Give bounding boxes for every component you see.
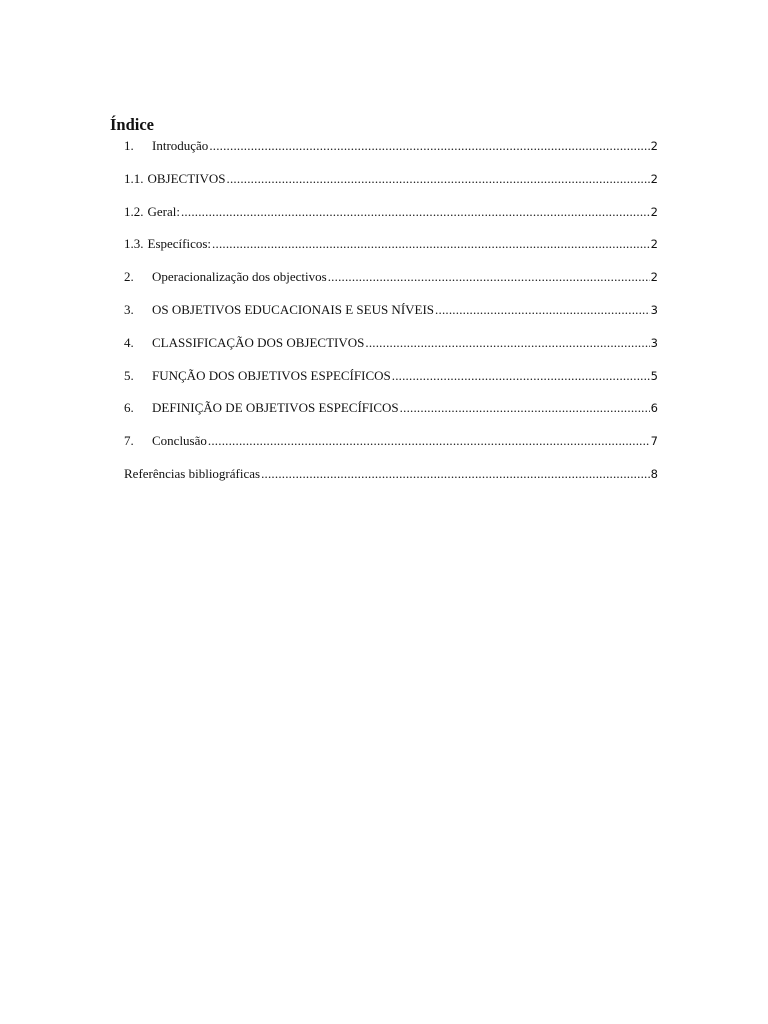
toc-dot-leader — [208, 433, 650, 449]
toc-entry-text: OBJECTIVOS — [147, 170, 226, 186]
toc-entry-number: 3. — [124, 301, 134, 317]
toc-entry[interactable] — [124, 269, 658, 302]
toc-entry-text: FUNÇÃO DOS OBJETIVOS ESPECÍFICOS — [152, 367, 391, 383]
toc-entry[interactable] — [124, 335, 658, 368]
toc-entry-number: 1.1. — [124, 170, 144, 186]
table-of-contents — [124, 138, 658, 499]
toc-dot-leader — [209, 138, 649, 154]
toc-entry-page: 2 — [650, 237, 658, 252]
toc-entry-text: Referências bibliográficas — [124, 465, 261, 481]
toc-entry-number: 1.2. — [124, 203, 144, 219]
toc-entry[interactable] — [124, 302, 658, 335]
toc-entry-page: 2 — [650, 171, 658, 186]
toc-dot-leader — [392, 368, 650, 384]
toc-entry-number: 1. — [124, 138, 134, 153]
toc-entry[interactable] — [124, 236, 658, 269]
toc-entry-page: 6 — [650, 401, 658, 416]
toc-entry[interactable] — [124, 368, 658, 401]
toc-entry-text: DEFINIÇÃO DE OBJETIVOS ESPECÍFICOS — [152, 400, 399, 416]
toc-entry-text: Específicos: — [147, 236, 212, 252]
toc-entry[interactable] — [124, 204, 658, 237]
toc-entry-number: 1.3. — [124, 236, 144, 252]
toc-entry-page: 5 — [650, 368, 658, 383]
toc-entry-page: 7 — [650, 434, 658, 449]
toc-entry-text: CLASSIFICAÇÃO DOS OBJECTIVOS — [152, 334, 365, 350]
toc-dot-leader — [212, 236, 650, 252]
toc-entry[interactable] — [124, 171, 658, 204]
toc-dot-leader — [181, 204, 650, 220]
toc-dot-leader — [227, 171, 650, 187]
toc-dot-leader — [365, 335, 649, 351]
toc-entry-page: 3 — [650, 335, 658, 350]
toc-entry-text: Conclusão — [152, 433, 207, 449]
toc-entry-text: Introdução — [152, 138, 209, 153]
toc-entry-number: 4. — [124, 334, 134, 350]
toc-entry-number: 5. — [124, 367, 134, 383]
toc-entry-text: OS OBJETIVOS EDUCACIONAIS E SEUS NÍVEIS — [152, 301, 435, 317]
toc-entry-text: Geral: — [147, 203, 180, 219]
toc-entry-page: 2 — [650, 270, 658, 285]
toc-dot-leader — [328, 269, 650, 285]
toc-entry[interactable] — [124, 433, 658, 466]
toc-entry[interactable] — [124, 138, 658, 171]
toc-dot-leader — [400, 400, 650, 416]
toc-entry-page: 8 — [650, 466, 658, 481]
toc-dot-leader — [261, 466, 650, 482]
toc-dot-leader — [435, 302, 650, 318]
toc-entry-number: 2. — [124, 269, 134, 285]
toc-title: Índice — [110, 115, 155, 134]
toc-entry[interactable] — [124, 400, 658, 433]
toc-entry[interactable] — [124, 466, 658, 499]
toc-entry-page: 3 — [650, 302, 658, 317]
toc-entry-text: Operacionalização dos objectivos — [152, 269, 327, 285]
toc-entry-number: 6. — [124, 400, 134, 416]
toc-entry-page: 2 — [650, 204, 658, 219]
toc-entry-page: 2 — [650, 139, 658, 153]
toc-entry-number: 7. — [124, 433, 134, 449]
